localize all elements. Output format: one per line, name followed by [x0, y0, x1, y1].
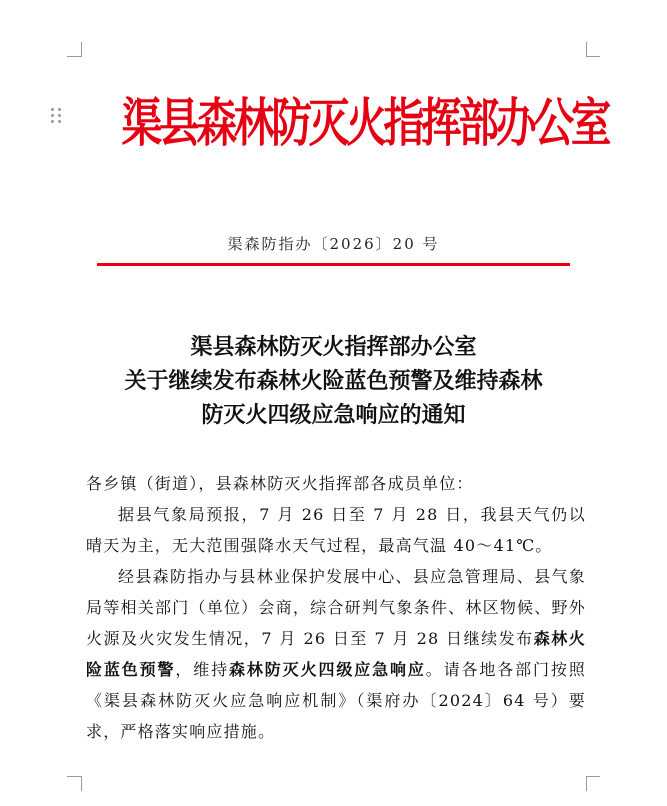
org-header-title: 渠县森林防灭火指挥部办公室 — [121, 93, 609, 154]
red-divider-line — [97, 263, 570, 266]
notice-title — [0, 330, 667, 432]
drag-handle-icon[interactable] — [51, 108, 63, 124]
paragraph-decision — [86, 561, 586, 747]
paragraph-decision-part-a: 经县森防指办与县林业保护发展中心、县应急管理局、县气象局等相关部门（单位）会商，综合研判气象条件、林区物候、野外火源及火灾发生情况，7 月 26 日至 7 月 28 日继续发布 — [86, 567, 586, 648]
document-number: 渠森防指办〔2026〕20 号 — [227, 235, 440, 253]
paragraph-decision-part-c: 。请各地各部门按照《渠县森林防灭火应急响应机制》（渠府办〔2024〕64 号）要求，严格落实响应措施。 — [86, 660, 586, 741]
notice-title-line-1: 渠县森林防灭火指挥部办公室 — [190, 334, 477, 360]
level-four-response-emphasis: 森林防灭火四级应急响应 — [229, 660, 426, 679]
notice-title-line-2: 关于继续发布森林火险蓝色预警及维持森林 — [124, 368, 543, 394]
paragraph-decision-part-b: ，维持 — [175, 660, 230, 679]
notice-body — [86, 468, 586, 747]
paragraph-forecast: 据县气象局预报，7 月 26 日至 7 月 28 日，我县天气仍以晴天为主，无大范围强降水天气过程，最高气温 40～41℃。 — [86, 505, 586, 555]
notice-title-line-3: 防灭火四级应急响应的通知 — [201, 402, 466, 428]
salutation: 各乡镇（街道），县森林防灭火指挥部各成员单位： — [86, 474, 474, 493]
blue-warning-emphasis: 森林火险蓝色预警 — [86, 629, 586, 679]
